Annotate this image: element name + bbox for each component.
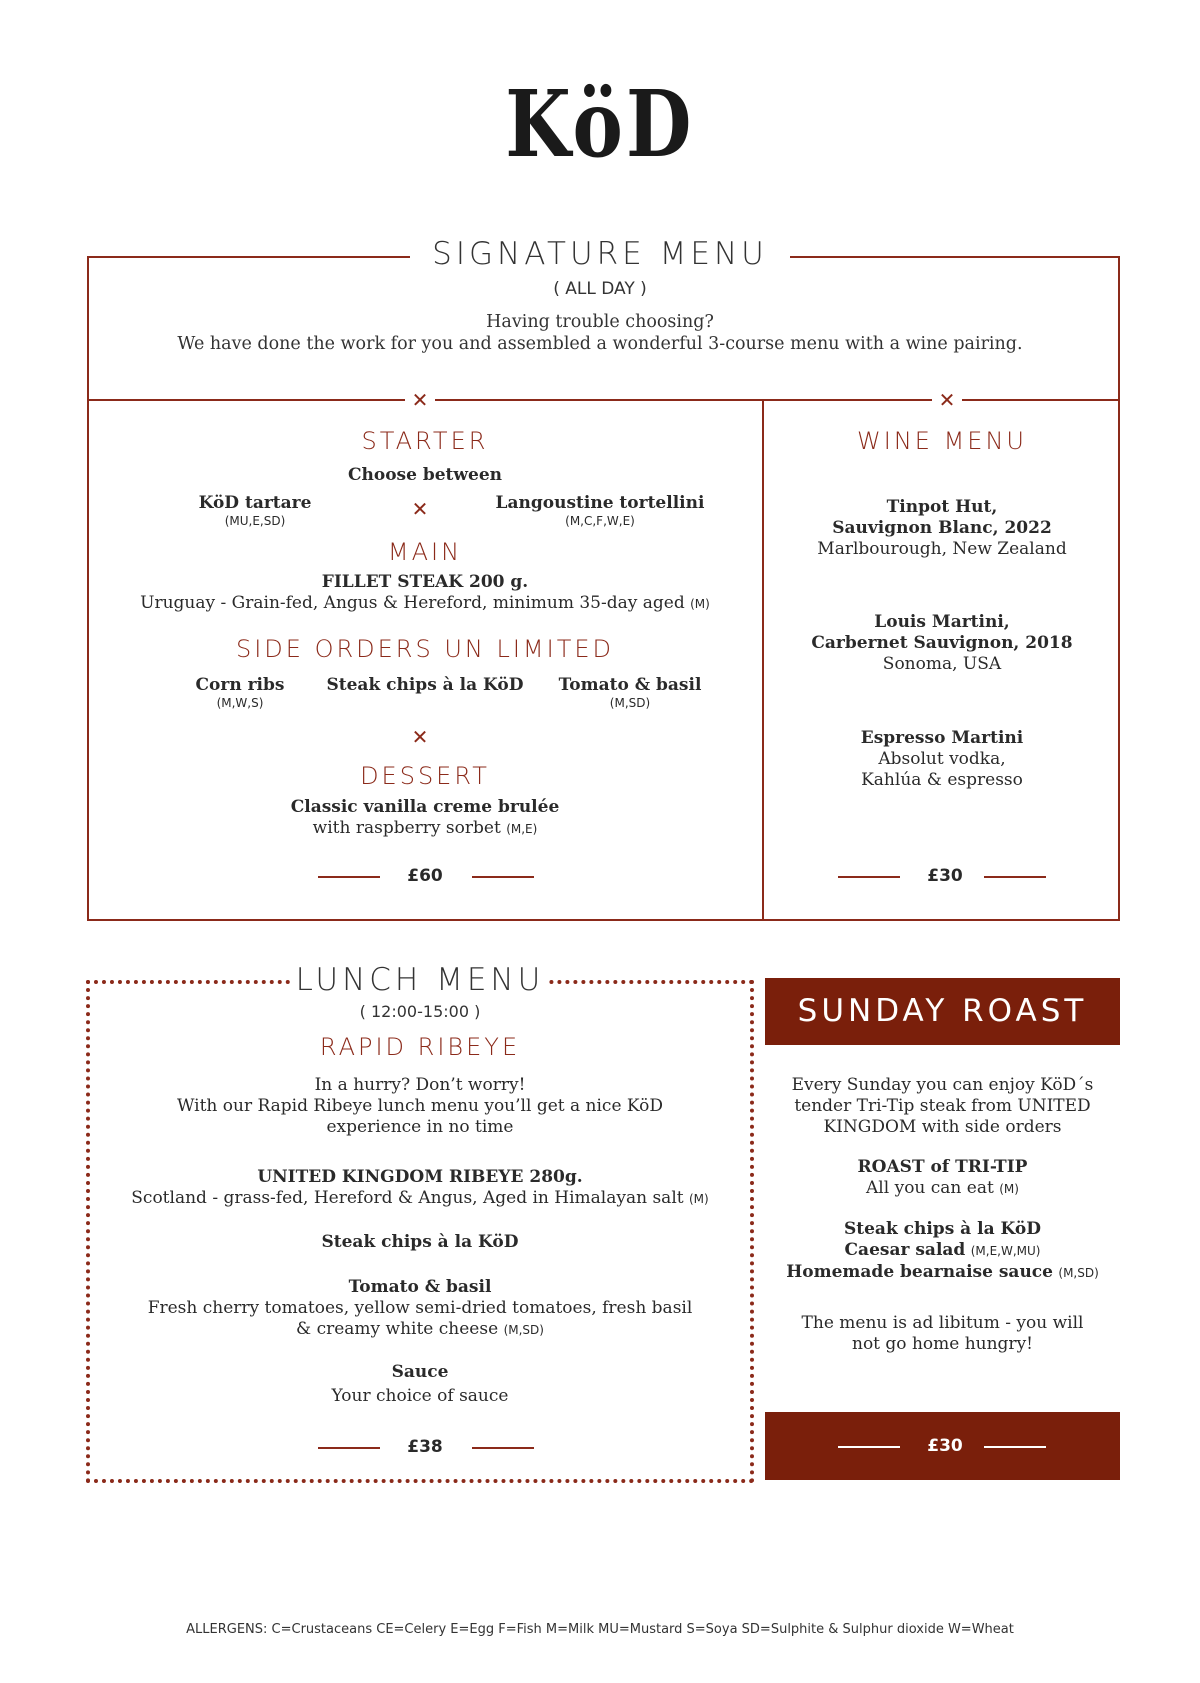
price-rule (472, 1447, 534, 1449)
dessert-description: with raspberry sorbet (M,E) (312, 818, 538, 838)
price-rule (318, 876, 380, 878)
allergens-legend: ALLERGENS: C=Crustaceans CE=Celery E=Egg F=Fish M=Milk MU=Mustard S=Soya SD=Sulphite & Sulphur dioxide W=Wheat (186, 1622, 1014, 1637)
starter-option-tortellini: Langoustine tortellini (M,C,F,W,E) (495, 493, 705, 528)
signature-price: £60 (407, 866, 443, 886)
starter-option-tartare: KöD tartare (MU,E,SD) (198, 493, 312, 528)
signature-menu-subtitle: ( ALL DAY ) (553, 279, 647, 299)
lunch-menu-title: LUNCH MENU (86, 962, 754, 998)
lunch-hours: ( 12:00-15:00 ) (359, 1002, 481, 1021)
main-heading: MAIN (387, 538, 463, 566)
wine-price: £30 (927, 866, 963, 886)
price-rule (838, 1446, 900, 1448)
price-rule (984, 1446, 1046, 1448)
lunch-intro: In a hurry? Don’t worry! With our Rapid Ribeye lunch menu you’ll get a nice KöD experience in no time (176, 1075, 664, 1137)
dessert-dish: Classic vanilla creme brulée (290, 797, 560, 817)
sunday-intro: Every Sunday you can enjoy KöD´s tender Tri-Tip steak from UNITED KINGDOM with side orders (791, 1075, 1094, 1137)
cross-icon: ✕ (405, 498, 435, 520)
lunch-tomato: Tomato & basil Fresh cherry tomatoes, yellow semi-dried tomatoes, fresh basil & creamy white cheese (M,SD) (147, 1277, 693, 1339)
starter-choose-label: Choose between (347, 465, 503, 485)
side-item: Tomato & basil (M,SD) (558, 675, 702, 710)
price-rule (472, 876, 534, 878)
price-rule (318, 1447, 380, 1449)
sunday-price: £30 (927, 1436, 963, 1456)
starter-heading: STARTER (361, 427, 489, 455)
sunday-sides: Steak chips à la KöD Caesar salad (M,E,W,MU) Homemade bearnaise sauce (M,SD) (786, 1219, 1099, 1282)
side-item: Corn ribs (M,W,S) (195, 675, 285, 710)
wine-item: Tinpot Hut, Sauvignon Blanc, 2022 Marlbourough, New Zealand (817, 497, 1067, 559)
side-item: Steak chips à la KöD (326, 675, 524, 695)
dessert-heading: DESSERT (360, 762, 490, 790)
cross-icon: ✕ (405, 726, 435, 748)
main-dish: FILLET STEAK 200 g. (321, 572, 529, 592)
signature-divider (87, 399, 1120, 401)
price-rule (984, 876, 1046, 878)
cross-icon: ✕ (405, 389, 435, 411)
wine-heading: WINE MENU (857, 427, 1027, 455)
lunch-ribeye: UNITED KINGDOM RIBEYE 280g. Scotland - grass-fed, Hereford & Angus, Aged in Himalayan salt (M) (131, 1167, 709, 1208)
wine-item: Espresso Martini Absolut vodka, Kahlúa & espresso (860, 728, 1024, 790)
price-rule (838, 876, 900, 878)
main-description: Uruguay - Grain-fed, Angus & Hereford, minimum 35-day aged (M) (140, 593, 710, 613)
signature-menu-title: SIGNATURE MENU (0, 236, 1200, 272)
brand-logo: KöD (505, 70, 695, 178)
signature-menu-intro: Having trouble choosing? We have done the work for you and assembled a wonderful 3-course menu with a wine pairing. (177, 312, 1023, 354)
wine-item: Louis Martini, Carbernet Sauvignon, 2018 Sonoma, USA (811, 612, 1073, 674)
rapid-ribeye-heading: RAPID RIBEYE (319, 1033, 521, 1061)
cross-icon: ✕ (932, 389, 962, 411)
lunch-sauce: Sauce Your choice of sauce (331, 1362, 509, 1406)
lunch-price: £38 (407, 1437, 443, 1457)
sunday-roast-title: SUNDAY ROAST (765, 978, 1120, 1045)
lunch-chips: Steak chips à la KöD (321, 1232, 519, 1252)
sunday-closing: The menu is ad libitum - you will not go home hungry! (801, 1313, 1084, 1354)
sides-heading: SIDE ORDERS UN LIMITED (235, 635, 615, 663)
sunday-roast-item: ROAST of TRI-TIP All you can eat (M) (857, 1157, 1028, 1198)
